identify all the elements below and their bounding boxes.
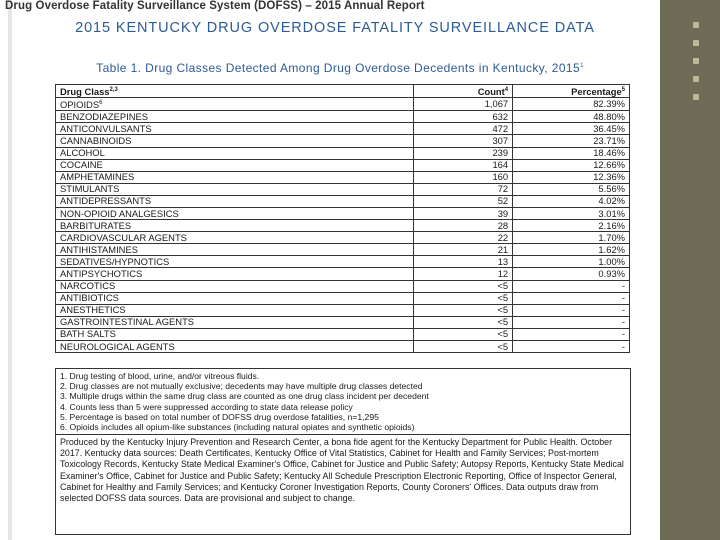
percentage-cell: 48.80% (513, 111, 630, 123)
drug-class-cell: NARCOTICS (56, 280, 414, 292)
drug-class-cell: OPIOIDS$^6$ (56, 98, 414, 111)
count-cell: 72 (414, 183, 513, 195)
table-row (56, 135, 630, 147)
table-row (56, 328, 630, 340)
count-cell: 12 (414, 268, 513, 280)
footnote-line: 5. Percentage is based on total number of DOFSS drug overdose fatalities, n=1,295 (60, 411, 379, 422)
percentage-cell: 1.70% (513, 232, 630, 244)
drug-class-cell: BATH SALTS (56, 328, 414, 340)
table-row (56, 304, 630, 316)
report-header: Drug Overdose Fatality Surveillance System (DOFSS) – 2015 Annual Report (5, 0, 425, 12)
percentage-cell: 5.56% (513, 183, 630, 195)
count-cell: <5 (414, 304, 513, 316)
drug-class-cell: ALCOHOL (56, 147, 414, 159)
table-row (56, 171, 630, 183)
count-cell: 21 (414, 244, 513, 256)
footnote-line: 3. Multiple drugs within the same drug class are counted as one drug class incident per decedent (60, 391, 429, 402)
drug-class-cell: CANNABINOIDS (56, 135, 414, 147)
table-row (56, 123, 630, 135)
table-row (56, 244, 630, 256)
drug-class-cell: ANTICONVULSANTS (56, 123, 414, 135)
footnotes (55, 368, 631, 435)
column-header-drug-class: Drug Class$^{2,3}$ (56, 85, 414, 98)
panel-dot-icon (693, 40, 699, 46)
drug-class-cell: ANTIBIOTICS (56, 292, 414, 304)
table-body (56, 98, 630, 353)
count-cell: <5 (414, 292, 513, 304)
count-cell: <5 (414, 328, 513, 340)
percentage-cell: 12.36% (513, 171, 630, 183)
drug-class-cell: COCAINE (56, 159, 414, 171)
drug-class-table (55, 84, 630, 353)
count-cell: 239 (414, 147, 513, 159)
percentage-cell: 4.02% (513, 195, 630, 207)
panel-dot-icon (693, 94, 699, 100)
table-caption-footnote: 1 (580, 63, 584, 69)
panel-dot-icon (693, 76, 699, 82)
column-header-percentage: Percentage$^5$ (513, 85, 630, 98)
drug-class-cell: SEDATIVES/HYPNOTICS (56, 256, 414, 268)
page-title: 2015 KENTUCKY DRUG OVERDOSE FATALITY SURVEILLANCE DATA (75, 20, 595, 36)
count-cell: 307 (414, 135, 513, 147)
footnote-line: 1. Drug testing of blood, urine, and/or vitreous fluids. (60, 371, 260, 381)
count-cell: 13 (414, 256, 513, 268)
source-footer: Produced by the Kentucky Injury Prevention and Research Center, a bona fide agent for the Kentucky Department for Public Health. October 2017. Kentucky data sources: Death Certificates, Kentucky Office of Vital Statistics, Cabinet for Health and Family Services; Post-mortem Toxicology Records, Kentucky State Medical Examiner's Office, Cabinet for Justice and Public Safety; Autopsy Reports, Kentucky State Medical Examiner's Office, Cabinet for Justice and Public Safety; Kentucky All Schedule Prescription Electronic Reporting, Office of Inspector General, Cabinet for Healthy and Family Services; and Kentucky Coroner Investigation Reports, County Coroners' Offices. Data outputs draw from selected DOFSS data sources. Data are provisional and subject to change. (55, 434, 631, 535)
drug-class-cell: ANESTHETICS (56, 304, 414, 316)
drug-class-cell: BENZODIAZEPINES (56, 111, 414, 123)
percentage-cell: - (513, 316, 630, 328)
percentage-cell: 18.46% (513, 147, 630, 159)
drug-class-cell: ANTIHISTAMINES (56, 244, 414, 256)
percentage-cell: 3.01% (513, 208, 630, 220)
percentage-cell: - (513, 292, 630, 304)
percentage-cell: - (513, 341, 630, 353)
footnote-line: 6. Opioids includes all opium-like substances (including natural opiates and synthetic opioids) (60, 422, 415, 433)
count-cell: 160 (414, 171, 513, 183)
count-cell: <5 (414, 341, 513, 353)
count-cell: 472 (414, 123, 513, 135)
footnote-line: 4. Counts less than 5 were suppressed according to state data release policy (60, 401, 353, 412)
table-row (56, 280, 630, 292)
percentage-cell: 36.45% (513, 123, 630, 135)
count-cell: 28 (414, 220, 513, 232)
table-caption (55, 61, 625, 75)
count-cell: 1,067 (414, 98, 513, 111)
table-row (56, 195, 630, 207)
percentage-cell: 1.62% (513, 244, 630, 256)
table-row (56, 268, 630, 280)
table-header-row (56, 85, 630, 98)
column-header-count: Count$^4$ (414, 85, 513, 98)
count-cell: <5 (414, 316, 513, 328)
drug-class-cell: GASTROINTESTINAL AGENTS (56, 316, 414, 328)
table-row (56, 341, 630, 353)
percentage-cell: - (513, 328, 630, 340)
table-row (56, 316, 630, 328)
percentage-cell: 82.39% (513, 98, 630, 111)
table-caption-text: Table 1. Drug Classes Detected Among Drug Overdose Decedents in Kentucky, 2015 (96, 61, 581, 75)
drug-class-cell: NEUROLOGICAL AGENTS (56, 341, 414, 353)
percentage-cell: - (513, 280, 630, 292)
drug-class-cell: CARDIOVASCULAR AGENTS (56, 232, 414, 244)
table-row (56, 256, 630, 268)
percentage-cell: - (513, 304, 630, 316)
footnote-line: 2. Drug classes are not mutually exclusive; decedents may have multiple drug classes detected (60, 381, 423, 392)
count-cell: 39 (414, 208, 513, 220)
table-row (56, 159, 630, 171)
table-row (56, 183, 630, 195)
panel-dot-icon (693, 22, 699, 28)
count-cell: 22 (414, 232, 513, 244)
percentage-cell: 12.66% (513, 159, 630, 171)
left-edge-strip (8, 0, 12, 540)
percentage-cell: 1.00% (513, 256, 630, 268)
count-cell: <5 (414, 280, 513, 292)
count-cell: 164 (414, 159, 513, 171)
drug-class-cell: NON-OPIOID ANALGESICS (56, 208, 414, 220)
count-cell: 52 (414, 195, 513, 207)
percentage-cell: 0.93% (513, 268, 630, 280)
drug-class-cell: ANTIDEPRESSANTS (56, 195, 414, 207)
drug-class-cell: AMPHETAMINES (56, 171, 414, 183)
table-row (56, 98, 630, 111)
table-row (56, 232, 630, 244)
table-row (56, 208, 630, 220)
count-cell: 632 (414, 111, 513, 123)
percentage-cell: 23.71% (513, 135, 630, 147)
table-row (56, 220, 630, 232)
drug-class-cell: BARBITURATES (56, 220, 414, 232)
table-row (56, 111, 630, 123)
panel-dot-icon (693, 58, 699, 64)
table-row (56, 147, 630, 159)
drug-class-cell: STIMULANTS (56, 183, 414, 195)
right-panel-dots (688, 22, 708, 100)
percentage-cell: 2.16% (513, 220, 630, 232)
table-row (56, 292, 630, 304)
drug-class-cell: ANTIPSYCHOTICS (56, 268, 414, 280)
